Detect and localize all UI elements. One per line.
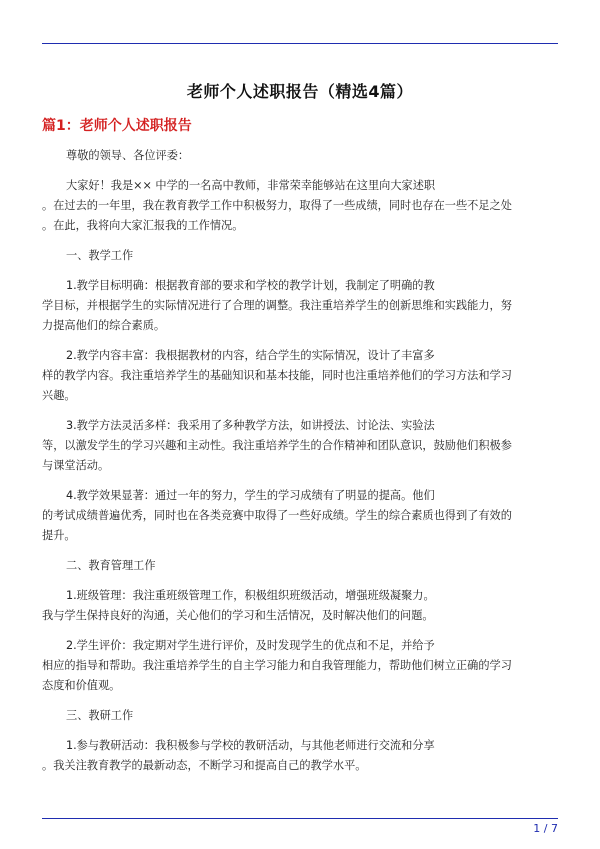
paragraph-line: 样的教学内容。我注重培养学生的基础知识和基本技能，同时也注重培养他们的学习方法和学习 bbox=[42, 369, 512, 382]
paragraph-line: 与课堂活动。 bbox=[42, 459, 110, 472]
paragraph bbox=[42, 146, 562, 166]
paragraph bbox=[42, 636, 562, 696]
paragraph-line: 。我关注教育教学的最新动态，不断学习和提高自己的教学水平。 bbox=[42, 759, 367, 772]
paragraph-line: 1.班级管理：我注重班级管理工作，积极组织班级活动，增强班级凝聚力。 bbox=[66, 589, 435, 602]
paragraph-line: 2.学生评价：我定期对学生进行评价，及时发现学生的优点和不足，并给予 bbox=[66, 639, 435, 652]
paragraph bbox=[42, 176, 562, 236]
paragraph-line: 我与学生保持良好的沟通，关心他们的学习和生活情况，及时解决他们的问题。 bbox=[42, 609, 434, 622]
page-number: 1 / 7 bbox=[533, 822, 558, 835]
paragraph-line: 尊敬的领导、各位评委： bbox=[66, 149, 190, 162]
footer-rule bbox=[42, 818, 558, 819]
paragraph-line: 学目标，并根据学生的实际情况进行了合理的调整。我注重培养学生的创新思维和实践能力，努 bbox=[42, 299, 512, 312]
section-heading: 篇1：老师个人述职报告 bbox=[42, 118, 192, 134]
paragraph bbox=[42, 556, 562, 576]
document-body bbox=[42, 146, 562, 786]
paragraph bbox=[42, 246, 562, 266]
paragraph bbox=[42, 416, 562, 476]
paragraph-line: 二、教育管理工作 bbox=[66, 559, 156, 572]
page-title: 老师个人述职报告（精选4篇） bbox=[186, 82, 414, 101]
paragraph bbox=[42, 586, 562, 626]
paragraph bbox=[42, 736, 562, 776]
paragraph-line: 2.教学内容丰富：我根据教材的内容，结合学生的实际情况，设计了丰富多 bbox=[66, 349, 435, 362]
paragraph bbox=[42, 706, 562, 726]
paragraph bbox=[42, 346, 562, 406]
paragraph-line: 。在过去的一年里，我在教育教学工作中积极努力，取得了一些成绩，同时也存在一些不足之处 bbox=[42, 199, 512, 212]
paragraph-line: 的考试成绩普遍优秀，同时也在各类竞赛中取得了一些好成绩。学生的综合素质也得到了有效的 bbox=[42, 509, 512, 522]
paragraph-line: 1.教学目标明确：根据教育部的要求和学校的教学计划，我制定了明确的教 bbox=[66, 279, 435, 292]
paragraph bbox=[42, 276, 562, 336]
paragraph-line: 相应的指导和帮助。我注重培养学生的自主学习能力和自我管理能力，帮助他们树立正确的学习 bbox=[42, 659, 512, 672]
paragraph-line: 3.教学方法灵活多样：我采用了多种教学方法，如讲授法、讨论法、实验法 bbox=[66, 419, 435, 432]
paragraph-line: 力提高他们的综合素质。 bbox=[42, 319, 166, 332]
paragraph-line: 1.参与教研活动：我积极参与学校的教研活动，与其他老师进行交流和分享 bbox=[66, 739, 435, 752]
paragraph-line: 等，以激发学生的学习兴趣和主动性。我注重培养学生的合作精神和团队意识，鼓励他们积极参 bbox=[42, 439, 512, 452]
header-rule bbox=[42, 43, 558, 44]
paragraph-line: 提升。 bbox=[42, 529, 76, 542]
paragraph-line: 。在此，我将向大家汇报我的工作情况。 bbox=[42, 219, 244, 232]
paragraph bbox=[42, 486, 562, 546]
paragraph-line: 4.教学效果显著：通过一年的努力，学生的学习成绩有了明显的提高。他们 bbox=[66, 489, 435, 502]
paragraph-line: 兴趣。 bbox=[42, 389, 76, 402]
paragraph-line: 大家好！我是×× 中学的一名高中教师，非常荣幸能够站在这里向大家述职 bbox=[66, 179, 436, 192]
paragraph-line: 三、教研工作 bbox=[66, 709, 134, 722]
paragraph-line: 态度和价值观。 bbox=[42, 679, 121, 692]
paragraph-line: 一、教学工作 bbox=[66, 249, 134, 262]
